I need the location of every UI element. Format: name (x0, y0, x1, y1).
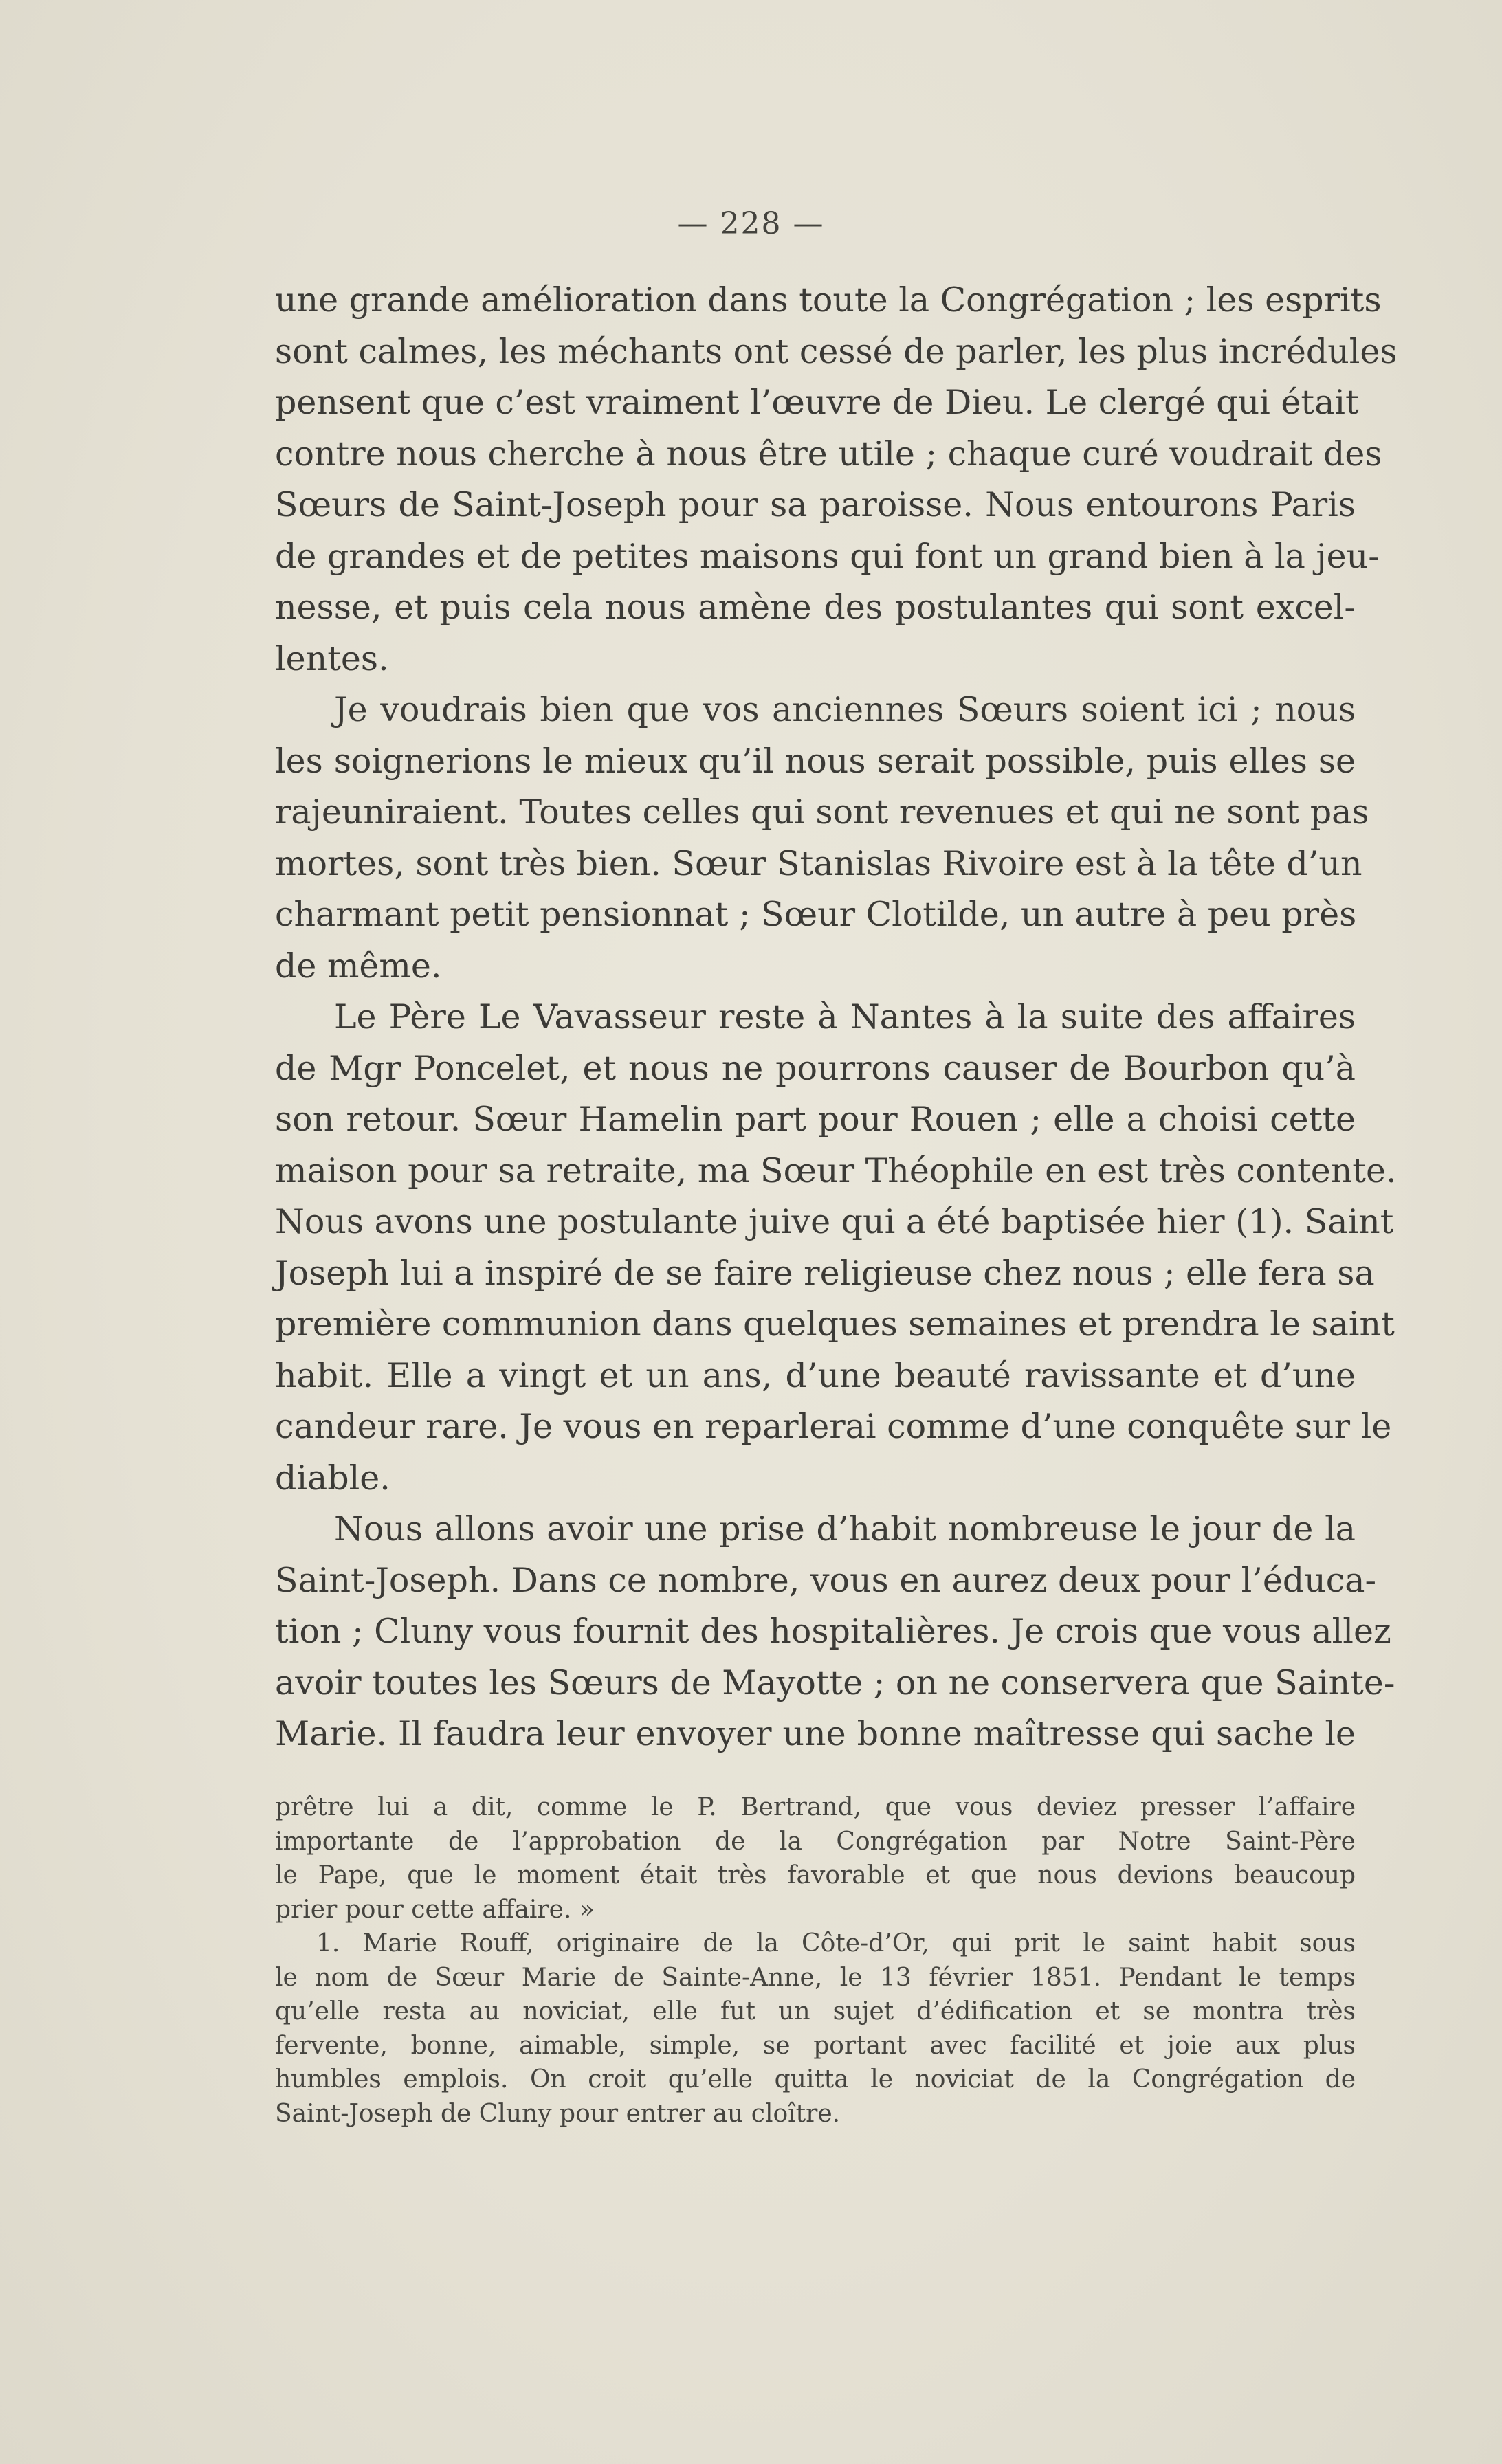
text-line: avoir toutes les Sœurs de Mayotte ; on ne conservera que Sainte- (275, 1663, 1395, 1702)
footnote-line: importante de l’approbation de la Congrégation par Notre Saint-Père (275, 1827, 1356, 1856)
text-line: sont calmes, les méchants ont cessé de parler, les plus incrédules (275, 331, 1398, 371)
main-text (275, 275, 1398, 1760)
footnote-line: prier pour cette affaire. » (275, 1895, 595, 1924)
text-line: habit. Elle a vingt et un ans, d’une beauté ravissante et d’une (275, 1355, 1356, 1395)
text-line: Je voudrais bien que vos anciennes Sœurs soient ici ; nous (334, 690, 1356, 729)
text-line: contre nous cherche à nous être utile ; chaque curé voudrait des (275, 434, 1382, 474)
text-line: de Mgr Poncelet, et nous ne pourrons causer de Bourbon qu’à (275, 1048, 1356, 1088)
text-line: charmant petit pensionnat ; Sœur Clotilde, un autre à peu près (275, 895, 1357, 934)
text-line: tion ; Cluny vous fournit des hospitalières. Je crois que vous allez (275, 1612, 1391, 1651)
footnote-line: Saint-Joseph de Cluny pour entrer au cloître. (275, 2099, 841, 2128)
page-number: — 228 — (677, 206, 825, 241)
text-line: nesse, et puis cela nous amène des postulantes qui sont excel- (275, 588, 1356, 627)
text-line: mortes, sont très bien. Sœur Stanislas Rivoire est à la tête d’un (275, 843, 1362, 883)
text-line: Sœurs de Saint-Joseph pour sa paroisse. Nous entourons Paris (275, 485, 1356, 524)
text-line: Marie. Il faudra leur envoyer une bonne maîtresse qui sache le (275, 1714, 1356, 1753)
text-line: Le Père Le Vavasseur reste à Nantes à la suite des affaires (334, 997, 1356, 1036)
text-line: de même. (275, 946, 442, 986)
text-line: Saint-Joseph. Dans ce nombre, vous en aurez deux pour l’éduca- (275, 1560, 1376, 1600)
text-line: une grande amélioration dans toute la Congrégation ; les esprits (275, 280, 1382, 320)
footnote-line: le nom de Sœur Marie de Sainte-Anne, le 13 février 1851. Pendant le temps (275, 1963, 1356, 1992)
footnote-line: humbles emplois. On croit qu’elle quitta le noviciat de la Congrégation de (275, 2065, 1356, 2094)
text-line: Nous avons une postulante juive qui a été baptisée hier (1). Saint (275, 1202, 1394, 1241)
text-line: diable. (275, 1458, 390, 1498)
text-line: maison pour sa retraite, ma Sœur Théophile en est très contente. (275, 1151, 1397, 1190)
footnotes (275, 1790, 1356, 2131)
text-line: candeur rare. Je vous en reparlerai comme d’une conquête sur le (275, 1407, 1392, 1446)
text-line: pensent que c’est vraiment l’œuvre de Dieu. Le clergé qui était (275, 383, 1359, 422)
text-line: lentes. (275, 639, 389, 678)
footnote-line: le Pape, que le moment était très favorable et que nous devions beaucoup (275, 1861, 1356, 1889)
text-line: rajeuniraient. Toutes celles qui sont revenues et qui ne sont pas (275, 792, 1369, 832)
text-line: Joseph lui a inspiré de se faire religieuse chez nous ; elle fera sa (275, 1253, 1375, 1293)
footnote-line: fervente, bonne, aimable, simple, se portant avec facilité et joie aux plus (275, 2031, 1356, 2060)
text-line: de grandes et de petites maisons qui font un grand bien à la jeu- (275, 536, 1380, 576)
text-line: les soignerions le mieux qu’il nous serait possible, puis elles se (275, 741, 1356, 781)
footnote-line: qu’elle resta au noviciat, elle fut un sujet d’édification et se montra très (275, 1997, 1356, 2025)
text-line: Nous allons avoir une prise d’habit nombreuse le jour de la (334, 1509, 1356, 1549)
text-line: première communion dans quelques semaines et prendra le saint (275, 1305, 1395, 1344)
text-line: son retour. Sœur Hamelin part pour Rouen ; elle a choisi cette (275, 1100, 1356, 1139)
footnote-line: prêtre lui a dit, comme le P. Bertrand, que vous deviez presser l’affaire (275, 1793, 1356, 1821)
footnote-line: 1. Marie Rouff, originaire de la Côte-d’Or, qui prit le saint habit sous (316, 1929, 1356, 1957)
